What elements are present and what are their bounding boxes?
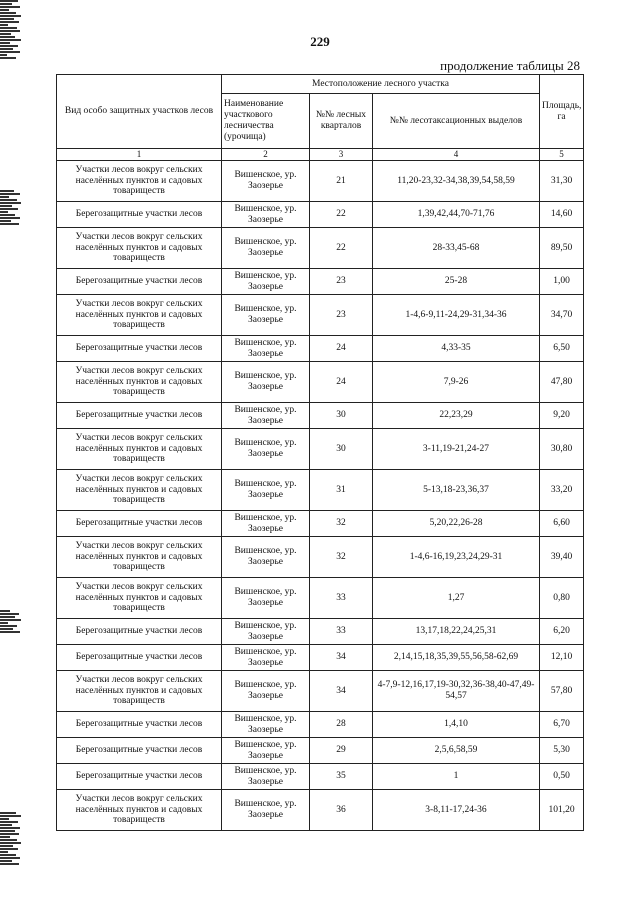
forest-type-cell: Участки лесов вокруг сельских населённых пунктов и садовых товариществ (57, 578, 222, 619)
plot-numbers-cell: 5-13,18-23,36,37 (373, 470, 540, 511)
plot-numbers-cell: 1-4,6-9,11-24,29-31,34-36 (373, 295, 540, 336)
forestry-name-cell: Вишенское, ур. Заозерье (222, 619, 310, 645)
area-cell: 6,50 (540, 336, 584, 362)
area-cell: 6,60 (540, 511, 584, 537)
plot-numbers-cell: 22,23,29 (373, 403, 540, 429)
quarter-number-cell: 23 (310, 295, 373, 336)
area-cell: 101,20 (540, 790, 584, 831)
table-row (57, 671, 584, 712)
header-area: Площадь, га (540, 75, 584, 149)
forestry-name-cell: Вишенское, ур. Заозерье (222, 511, 310, 537)
area-cell: 9,20 (540, 403, 584, 429)
plot-numbers-cell: 13,17,18,22,24,25,31 (373, 619, 540, 645)
quarter-number-cell: 35 (310, 764, 373, 790)
header-forest-type: Вид особо защитных участков лесов (57, 75, 222, 149)
quarter-number-cell: 36 (310, 790, 373, 831)
forestry-name-cell: Вишенское, ур. Заозерье (222, 228, 310, 269)
area-cell: 12,10 (540, 645, 584, 671)
quarter-number-cell: 22 (310, 202, 373, 228)
forest-type-cell: Берегозащитные участки лесов (57, 764, 222, 790)
forest-type-cell: Берегозащитные участки лесов (57, 619, 222, 645)
forestry-name-cell: Вишенское, ур. Заозерье (222, 790, 310, 831)
area-cell: 0,80 (540, 578, 584, 619)
quarter-number-cell: 34 (310, 671, 373, 712)
column-number: 3 (310, 149, 373, 161)
area-cell: 6,70 (540, 712, 584, 738)
quarter-number-cell: 33 (310, 578, 373, 619)
forest-type-cell: Берегозащитные участки лесов (57, 738, 222, 764)
area-cell: 33,20 (540, 470, 584, 511)
area-cell: 0,50 (540, 764, 584, 790)
table-row (57, 429, 584, 470)
plot-numbers-cell: 1,39,42,44,70-71,76 (373, 202, 540, 228)
forest-type-cell: Участки лесов вокруг сельских населённых пунктов и садовых товариществ (57, 228, 222, 269)
quarter-number-cell: 24 (310, 362, 373, 403)
forestry-name-cell: Вишенское, ур. Заозерье (222, 403, 310, 429)
protected-forest-plots-table (56, 74, 584, 831)
area-cell: 1,00 (540, 269, 584, 295)
area-cell: 57,80 (540, 671, 584, 712)
forest-type-cell: Берегозащитные участки лесов (57, 202, 222, 228)
column-number: 2 (222, 149, 310, 161)
table-row (57, 764, 584, 790)
quarter-number-cell: 34 (310, 645, 373, 671)
quarter-number-cell: 32 (310, 511, 373, 537)
plot-numbers-cell: 3-8,11-17,24-36 (373, 790, 540, 831)
quarter-number-cell: 30 (310, 403, 373, 429)
area-cell: 14,60 (540, 202, 584, 228)
page-number: 229 (310, 34, 330, 49)
table-row (57, 470, 584, 511)
plot-numbers-cell: 7,9-26 (373, 362, 540, 403)
forestry-name-cell: Вишенское, ур. Заозерье (222, 161, 310, 202)
scan-noise-low (0, 610, 22, 634)
plot-numbers-cell: 11,20-23,32-34,38,39,54,58,59 (373, 161, 540, 202)
scan-noise-top (0, 0, 22, 60)
forest-type-cell: Берегозащитные участки лесов (57, 712, 222, 738)
quarter-number-cell: 29 (310, 738, 373, 764)
quarter-number-cell: 21 (310, 161, 373, 202)
forest-type-cell: Участки лесов вокруг сельских населённых пунктов и садовых товариществ (57, 161, 222, 202)
forest-type-cell: Участки лесов вокруг сельских населённых пунктов и садовых товариществ (57, 429, 222, 470)
table-row (57, 295, 584, 336)
forest-type-cell: Берегозащитные участки лесов (57, 645, 222, 671)
table-body (57, 161, 584, 831)
quarter-number-cell: 32 (310, 537, 373, 578)
forestry-name-cell: Вишенское, ур. Заозерье (222, 295, 310, 336)
forest-type-cell: Берегозащитные участки лесов (57, 269, 222, 295)
table-row (57, 403, 584, 429)
plot-numbers-cell: 3-11,19-21,24-27 (373, 429, 540, 470)
forest-type-cell: Берегозащитные участки лесов (57, 403, 222, 429)
scan-noise-bottom (0, 812, 22, 866)
plot-numbers-cell: 2,5,6,58,59 (373, 738, 540, 764)
table-row (57, 228, 584, 269)
table-continuation-label: продолжение таблицы 28 (440, 58, 580, 73)
plot-numbers-cell: 28-33,45-68 (373, 228, 540, 269)
forestry-name-cell: Вишенское, ур. Заозерье (222, 764, 310, 790)
column-number: 5 (540, 149, 584, 161)
table-row (57, 537, 584, 578)
column-number: 1 (57, 149, 222, 161)
header-location-group: Местоположение лесного участка (222, 75, 540, 94)
forest-type-cell: Участки лесов вокруг сельских населённых пунктов и садовых товариществ (57, 671, 222, 712)
table-row (57, 645, 584, 671)
plot-numbers-cell: 25-28 (373, 269, 540, 295)
forestry-name-cell: Вишенское, ур. Заозерье (222, 738, 310, 764)
table-row (57, 619, 584, 645)
area-cell: 6,20 (540, 619, 584, 645)
plot-numbers-cell: 1,4,10 (373, 712, 540, 738)
quarter-number-cell: 33 (310, 619, 373, 645)
table-row (57, 511, 584, 537)
forestry-name-cell: Вишенское, ур. Заозерье (222, 429, 310, 470)
header-forestry-name: Наименование участкового лесничества (урочища) (222, 94, 310, 149)
forestry-name-cell: Вишенское, ур. Заозерье (222, 362, 310, 403)
forest-type-cell: Участки лесов вокруг сельских населённых пунктов и садовых товариществ (57, 362, 222, 403)
quarter-number-cell: 30 (310, 429, 373, 470)
area-cell: 5,30 (540, 738, 584, 764)
table-row (57, 362, 584, 403)
header-quarter-numbers: №№ лесных кварталов (310, 94, 373, 149)
table-row (57, 738, 584, 764)
area-cell: 39,40 (540, 537, 584, 578)
area-cell: 30,80 (540, 429, 584, 470)
area-cell: 34,70 (540, 295, 584, 336)
table-row (57, 578, 584, 619)
area-cell: 31,30 (540, 161, 584, 202)
table-row (57, 712, 584, 738)
table-row (57, 202, 584, 228)
forest-type-cell: Участки лесов вокруг сельских населённых пунктов и садовых товариществ (57, 470, 222, 511)
quarter-number-cell: 24 (310, 336, 373, 362)
forest-type-cell: Участки лесов вокруг сельских населённых пунктов и садовых товариществ (57, 537, 222, 578)
forestry-name-cell: Вишенское, ур. Заозерье (222, 470, 310, 511)
forest-type-cell: Берегозащитные участки лесов (57, 336, 222, 362)
column-number: 4 (373, 149, 540, 161)
scan-noise-mid (0, 190, 22, 226)
area-cell: 89,50 (540, 228, 584, 269)
forestry-name-cell: Вишенское, ур. Заозерье (222, 578, 310, 619)
table-row (57, 336, 584, 362)
forest-type-cell: Участки лесов вокруг сельских населённых пунктов и садовых товариществ (57, 295, 222, 336)
forest-type-cell: Берегозащитные участки лесов (57, 511, 222, 537)
area-cell: 47,80 (540, 362, 584, 403)
header-plot-numbers: №№ лесотаксационных выделов (373, 94, 540, 149)
plot-numbers-cell: 1-4,6-16,19,23,24,29-31 (373, 537, 540, 578)
plot-numbers-cell: 4,33-35 (373, 336, 540, 362)
forest-type-cell: Участки лесов вокруг сельских населённых пунктов и садовых товариществ (57, 790, 222, 831)
quarter-number-cell: 31 (310, 470, 373, 511)
forestry-name-cell: Вишенское, ур. Заозерье (222, 671, 310, 712)
forestry-name-cell: Вишенское, ур. Заозерье (222, 712, 310, 738)
forestry-name-cell: Вишенское, ур. Заозерье (222, 336, 310, 362)
forestry-name-cell: Вишенское, ур. Заозерье (222, 537, 310, 578)
table-row (57, 790, 584, 831)
plot-numbers-cell: 2,14,15,18,35,39,55,56,58-62,69 (373, 645, 540, 671)
forestry-name-cell: Вишенское, ур. Заозерье (222, 269, 310, 295)
plot-numbers-cell: 5,20,22,26-28 (373, 511, 540, 537)
table-row (57, 269, 584, 295)
quarter-number-cell: 22 (310, 228, 373, 269)
plot-numbers-cell: 1 (373, 764, 540, 790)
forestry-name-cell: Вишенское, ур. Заозерье (222, 202, 310, 228)
quarter-number-cell: 28 (310, 712, 373, 738)
quarter-number-cell: 23 (310, 269, 373, 295)
plot-numbers-cell: 1,27 (373, 578, 540, 619)
forestry-name-cell: Вишенское, ур. Заозерье (222, 645, 310, 671)
table-row (57, 161, 584, 202)
plot-numbers-cell: 4-7,9-12,16,17,19-30,32,36-38,40-47,49-54,57 (373, 671, 540, 712)
